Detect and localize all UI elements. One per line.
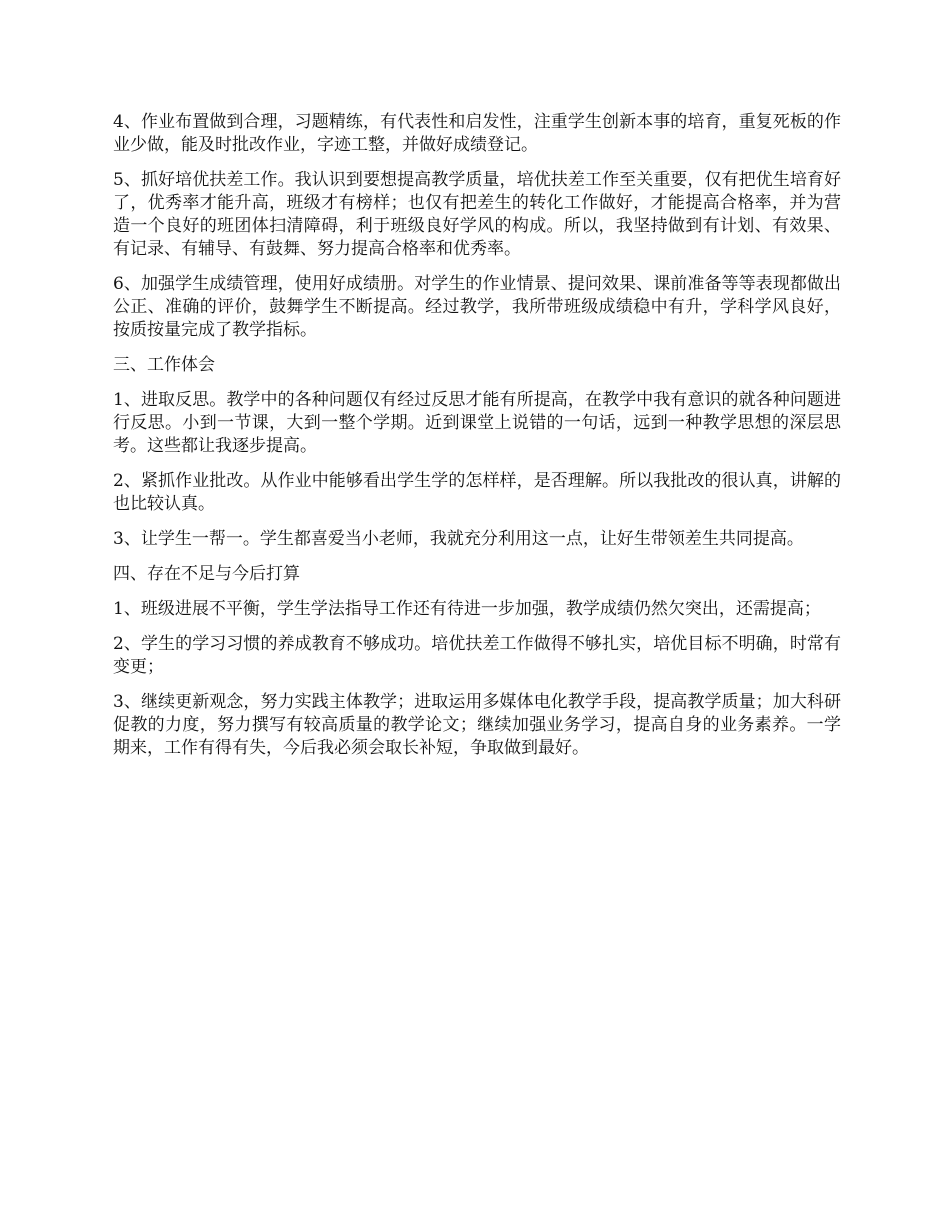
paragraph-peer-help: 3、让学生一帮一。学生都喜爱当小老师，我就充分利用这一点，让好生带领差生共同提高。 [113, 529, 804, 549]
paragraph-homework-correction: 2、紧抓作业批改。从作业中能够看出学生学的怎样样，是否理解。所以我批改的很认真，讲解的也比较认真。 [113, 471, 841, 514]
section-heading-shortcomings-plans: 四、存在不足与今后打算 [113, 564, 300, 584]
paragraph-future-plans: 3、继续更新观念，努力实践主体教学；进取运用多媒体电化教学手段，提高教学质量；加大科研促教的力度，努力撰写有较高质量的教学论文；继续加强业务学习，提高自身的业务素养。一学期来，工作有得有失，今后我必须会取长补短，争取做到最好。 [113, 692, 841, 758]
paragraph-study-habits: 2、学生的学习习惯的养成教育不够成功。培优扶差工作做得不够扎实，培优目标不明确，时常有变更； [113, 634, 841, 677]
section-heading-work-experience: 三、工作体会 [113, 355, 215, 375]
paragraph-homework-assignment: 4、作业布置做到合理，习题精练，有代表性和启发性，注重学生创新本事的培育，重复死板的作业少做，能及时批改作业，字迹工整，并做好成绩登记。 [113, 112, 841, 155]
paragraph-grade-management: 6、加强学生成绩管理，使用好成绩册。对学生的作业情景、提问效果、课前准备等等表现都做出公正、准确的评价，鼓舞学生不断提高。经过教学，我所带班级成绩稳中有升，学科学风良好，按质按量完成了教学指标。 [113, 274, 841, 340]
document-page [113, 111, 841, 772]
paragraph-tutoring-work: 5、抓好培优扶差工作。我认识到要想提高教学质量，培优扶差工作至关重要，仅有把优生培育好了，优秀率才能升高，班级才有榜样；也仅有把差生的转化工作做好，才能提高合格率，并为营造一个良好的班团体扫清障碍，利于班级良好学风的构成。所以，我坚持做到有计划、有效果、有记录、有辅导、有鼓舞、努力提高合格率和优秀率。 [113, 170, 841, 259]
paragraph-uneven-development: 1、班级进展不平衡，学生学法指导工作还有待进一步加强，教学成绩仍然欠突出，还需提高； [113, 599, 821, 619]
paragraph-reflection: 1、进取反思。教学中的各种问题仅有经过反思才能有所提高，在教学中我有意识的就各种问题进行反思。小到一节课，大到一整个学期。近到课堂上说错的一句话，远到一种教学思想的深层思考。这些都让我逐步提高。 [113, 390, 841, 456]
